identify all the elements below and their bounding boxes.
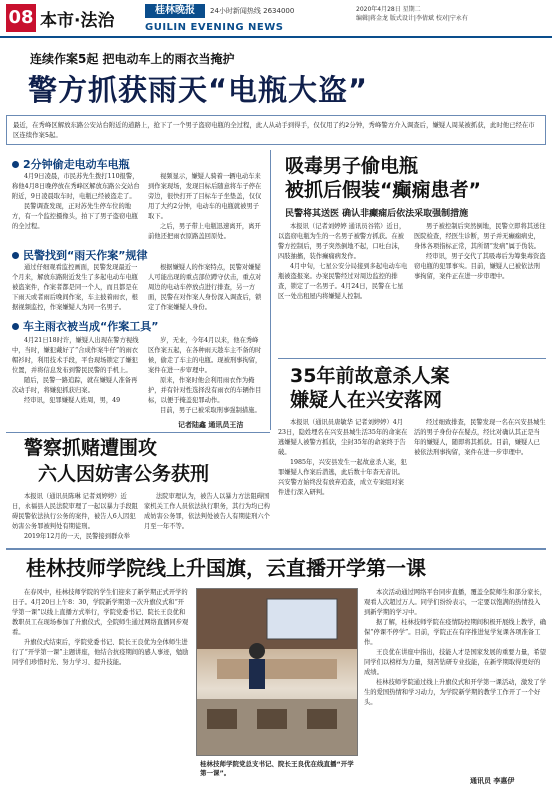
- paragraph: 4月中旬，七星公安分局接到多起电动车电瓶被盗报案。办案民警经过对周边监控的排查，锁定了一名男子。4月24日，民警在七星区一处出租屋内将嫌疑人控制。: [278, 263, 408, 300]
- paragraph: 民警调查发现，正对苏先生停车位的地方，有一个监控摄像头，拍下了男子盗窃电瓶的全过程。: [12, 203, 138, 230]
- paragraph: 本报讯（通讯员唐敏华 记者刘婷婷）4月23日，隐姓埋名在兴安县城生活35年的命案在逃嫌疑人被警方抓获，尘封35年的命案终于告破。: [278, 419, 408, 456]
- story1-col2-a: [148, 172, 264, 242]
- story2-subheadline: 民警将其送医 确认非癫痫后依法采取强制措施: [285, 209, 469, 219]
- story5-col1: [12, 588, 190, 738]
- story4-headline-2: 六人因妨害公务获刑: [38, 463, 210, 485]
- paragraph: 本次活动通过网络平台同步直播，覆盖全院师生和部分家长，观看人次超过万人。同学们纷纷表示，一定要以饱满的热情投入到新学期的学习中。: [364, 589, 546, 616]
- story4-col2: [144, 492, 270, 542]
- section-title: 本市·法治: [40, 11, 115, 31]
- photo-scene-icon: [197, 589, 357, 755]
- paragraph: 随后，民警一路追踪，就在嫌疑人准备再次动手时，将嫌犯抓获归案。: [12, 377, 138, 394]
- paragraph: 本报讯（通讯员陈琳 记者刘婷婷）近日，永福县人民法院审理了一起以暴力手段阻碍民警依法执行公务的案件，被告人6人因犯妨害公务罪被判处有期徒刑。: [12, 493, 138, 530]
- story1-col2-b: [148, 263, 264, 323]
- story4-col1: [12, 492, 138, 542]
- newspaper-logo: 桂林晚报: [145, 4, 205, 18]
- paragraph: 目前，男子已被采取刑事强制措施。: [160, 407, 261, 414]
- paragraph: 之后，男子带上电瓶迅速离开，离开前他还把雨衣原路盖回原处。: [148, 223, 261, 240]
- paragraph: 2019年12月的一天，民警接到群众举: [24, 533, 130, 540]
- section-divider: [6, 548, 546, 550]
- paragraph: 男子被控制后突然倒地，民警立即将其送往医院检查，经医生诊断，男子并无癫痫病史，身体各项指标正常，其所谓“发病”属于伪装。: [414, 223, 546, 250]
- subhead-text: 车主雨衣被当成“作案工具”: [23, 320, 159, 333]
- story2-col1: [278, 222, 408, 352]
- dateline: [356, 5, 546, 23]
- page-header: [0, 0, 552, 38]
- story1-byline: 记者陆鑫 通讯员王洁: [178, 421, 244, 429]
- section-divider: [6, 432, 270, 433]
- paragraph: 4月21日18时许，嫌疑人出现在警方视线中，当时，嫌犯戴好了“合成作案牛仔”的雨衣帽衫时，利用技术手段，平台现场锁定了嫌犯位置，并将信息发布到警民民警的手机上。: [12, 337, 139, 374]
- paragraph: 1985年，兴安县发生一起故意杀人案，犯罪嫌疑人作案后潜逃，此后数十年杳无音讯。兴安警方始终没有放弃追查，成立专案组对案件进行深入研判。: [278, 459, 407, 496]
- column-divider: [270, 150, 271, 430]
- issue-date: 2020年4月28日 星期二: [356, 6, 421, 13]
- story1-col1-a: [12, 172, 142, 242]
- story3-headline-1: 35年前故意杀人案: [290, 365, 450, 387]
- paragraph: 视频显示，嫌疑人骑着一辆电动车来到作案现场，发现目标后随意将车子停在旁边，很快打开了目标车子坐垫盖，仅仅用了大约2分钟，电动车的电瓶就被男子取下。: [148, 173, 262, 220]
- story2-col2: [414, 222, 546, 352]
- event-photo: [196, 588, 358, 756]
- story1-col2-c: [148, 336, 264, 416]
- paper-english-name: GUILIN EVENING NEWS: [145, 22, 284, 33]
- paragraph: 通过仔细观看监控画面，民警发现最近一个月来，解放东路附近发生了多起电动车电瓶被盗案件，作案者都是同一个人，而且都是在下雨天或者雨后晚间作案，车主披着雨衣，根据视频监控，作案嫌疑人为同一名男子。: [12, 264, 138, 311]
- story1-subhead-3: [12, 318, 158, 334]
- paragraph: 升旗仪式结束后，学院党委书记、院长王良优为全体师生进行了“开学第一课”主题讲座，他结合抗疫期间的感人事迹，勉励同学们珍惜时光、努力学习、提升技能。: [12, 639, 189, 666]
- story2-headline-2: 被抓后假装“癫痫患者”: [285, 179, 481, 201]
- paragraph: 4月9日凌晨，市民苏先生拨打110报警，称他4月8日晚停放在秀峰区解放东路公交站台附近，9日凌晨取车时，电瓶已经被盗走了。: [12, 173, 140, 200]
- paragraph: 王良优在讲座中指出，技能人才是国家发展的重要力量，希望同学们以榜样为力量，刻苦钻研专业技能，在新学期取得更好的成绩。: [364, 649, 546, 676]
- paragraph: 原来，作案时他会利用雨衣作为掩护，并有针对性选择没有雨衣的车辆作目标，以便于掩盖犯罪动作。: [148, 377, 262, 404]
- page-number: 08: [6, 4, 36, 32]
- story1-lead: 最近，在秀峰区解放东路公安站台附近的道路上，抢下了一个男子盗窃电瓶的全过程，此人从动手到得手，仅仅用了约2分钟，秀峰警方介入调查后，嫌疑人周某被抓获，此时他已经在市区连续作案5起。: [6, 115, 546, 145]
- bullet-icon: [12, 252, 19, 259]
- paragraph: 根据嫌疑人的作案特点，民警对嫌疑人可能出现的重点部位蹲守伏击，重点对周边的电动车停放点进行排查，另一方面，民警在对作案人身份深入调查后，锁定了作案嫌疑人身份。: [148, 264, 262, 311]
- paragraph: 经审讯，男子交代了其吸毒后为筹集毒资盗窃电瓶的犯罪事实。目前，嫌疑人已被依法刑事拘留，案件正在进一步审理中。: [414, 253, 546, 280]
- story1-col1-b: [12, 263, 142, 311]
- bullet-icon: [12, 161, 19, 168]
- story5-byline: 通讯员 李惠伊: [470, 777, 515, 785]
- story3-col1: [278, 418, 408, 542]
- paragraph: 在春风中，桂林技师学院的学生们迎来了新学期正式开学的日子。4月20日上午8：30，学院新学期第一次升旗仪式和“开学第一课”以线上直播方式举行，学院党委书记、院长王良优和教职员工在现场参加了升旗仪式，全院师生通过网络直播同步观看。: [12, 589, 189, 636]
- paragraph: 桂林技师学院通过线上升旗仪式和开学第一课活动，激发了学生的爱国热情和学习动力，为学院新学期的教学工作开了一个好头。: [364, 679, 546, 706]
- subhead-text: 2分钟偷走电动车电瓶: [23, 158, 130, 171]
- paragraph: 据了解，桂林技师学院在疫情防控期间积极开展线上教学，确保“停课不停学”。目前，学院正在有序推进复学复课各项准备工作。: [364, 619, 546, 646]
- story5-headline: 桂林技师学院线上升国旗，云直播开学第一课: [26, 556, 426, 580]
- news-hotline: 24小时新闻热线 2634000: [210, 7, 295, 15]
- photo-caption: 桂林技师学院党总支书记、院长王良优在线直播“开学第一课”。: [200, 760, 354, 777]
- story1-col1-c: [12, 336, 142, 424]
- paragraph: 经过细致排查，民警发现一名在兴安县城生活的男子身份存在疑点，经比对确认其正是当年的嫌疑人，随即将其抓获。目前，嫌疑人已被依法刑事拘留，案件在进一步审理中。: [414, 419, 546, 456]
- paragraph: 经审讯，犯罪嫌疑人姓周，男，49: [24, 397, 121, 404]
- story1-kicker: 连续作案5起 把电动车上的雨衣当掩护: [30, 52, 235, 66]
- story3-col2: [414, 418, 546, 542]
- section-divider: [278, 358, 546, 359]
- story2-headline-1: 吸毒男子偷电瓶: [285, 155, 419, 177]
- story5-col1-b: [12, 742, 190, 794]
- story5-col3: [364, 588, 546, 718]
- paragraph: 岁，无业，今年4月以来，他在秀峰区作案五起，在各种雨天趁车主不备的时候，偷走了车主的电瓶。现被刑事拘留，案件在进一步审理中。: [148, 337, 262, 374]
- story4-headline-1: 警察抓赌遭围攻: [24, 437, 158, 459]
- paragraph: 法院审理认为，被告人以暴力方法阻碍国家机关工作人员依法执行职务，其行为均已构成妨害公务罪，依法判处被告人有期徒刑六个月至一年不等。: [144, 493, 270, 530]
- paragraph: 本报讯（记者刘婷婷 通讯员谷铭）近日，以盗窃电瓶为生的一名男子被警方抓获。在被警方控制后，男子突然倒地不起，口吐白沫，四肢抽搐，装作癫痫病发作。: [278, 223, 406, 260]
- editor-credits: 编辑|蒋金龙 版式设计|李倩斌 校对|宁永有: [356, 15, 468, 22]
- story3-headline-2: 嫌疑人在兴安落网: [290, 389, 443, 411]
- story1-subhead-1: [12, 156, 130, 172]
- bullet-icon: [12, 323, 19, 330]
- story1-headline: 警方抓获雨天“电瓶大盗”: [28, 73, 369, 107]
- subhead-text: 民警找到“雨天作案”规律: [23, 249, 148, 262]
- story1-subhead-2: [12, 247, 147, 263]
